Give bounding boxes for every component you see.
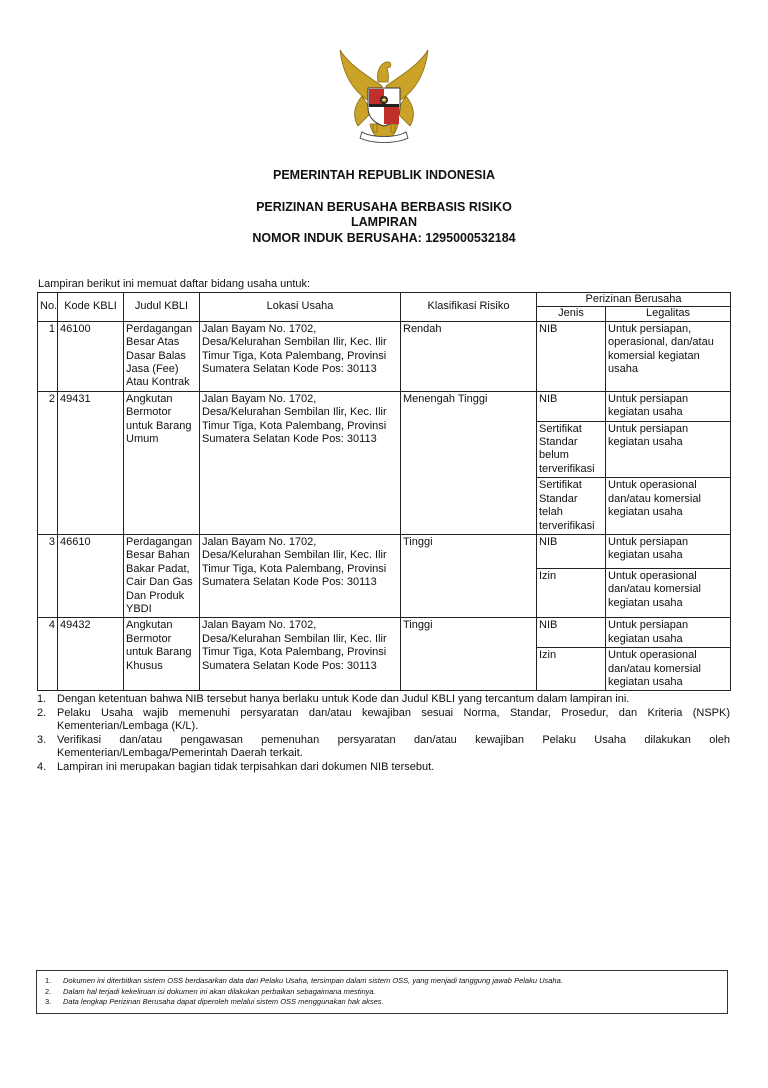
- row-judul: Angkutan Bermotor untuk Barang Khusus: [124, 618, 200, 691]
- note-number: 2.: [37, 706, 47, 719]
- government-title: PEMERINTAH REPUBLIK INDONESIA: [272, 168, 495, 182]
- row-jenis: NIB: [537, 321, 606, 391]
- row-jenis: Izin: [537, 648, 606, 691]
- header-judul: Judul KBLI: [124, 293, 200, 322]
- note-item: [37, 707, 730, 734]
- header-perizinan: Perizinan Berusaha: [537, 293, 731, 307]
- row-jenis: NIB: [537, 618, 606, 648]
- table-row: [38, 534, 731, 568]
- row-klasifikasi: Rendah: [401, 321, 537, 391]
- header-legalitas: Legalitas: [606, 307, 731, 321]
- business-fields-table: [37, 292, 731, 691]
- document-title: PERIZINAN BERUSAHA BERBASIS RISIKO: [256, 200, 512, 214]
- note-item: [37, 734, 730, 761]
- table-row: [38, 391, 731, 421]
- header-klasifikasi: Klasifikasi Risiko: [401, 293, 537, 322]
- row-lokasi: Jalan Bayam No. 1702, Desa/Kelurahan Sembilan Ilir, Kec. Ilir Timur Tiga, Kota Palembang, Provinsi Sumatera Selatan Kode Pos: 30113: [200, 534, 401, 617]
- row-jenis: NIB: [537, 391, 606, 421]
- row-klasifikasi: Tinggi: [401, 534, 537, 617]
- footer-disclaimer: [36, 970, 728, 1014]
- footer-text: Dalam hal terjadi kekeliruan isi dokumen ini akan dilakukan perbaikan sebagaimana mestinya.: [63, 986, 376, 996]
- row-kbli: 46100: [58, 321, 124, 391]
- footer-number: 3.: [45, 997, 52, 1006]
- row-klasifikasi: Tinggi: [401, 618, 537, 691]
- row-legalitas: Untuk operasional dan/atau komersial kegiatan usaha: [606, 648, 731, 691]
- row-kbli: 49432: [58, 618, 124, 691]
- garuda-emblem-icon: [332, 46, 436, 150]
- note-text: Verifikasi dan/atau pengawasan pemenuhan persyaratan dan/atau kewajiban Pelaku Usaha dilakukan oleh Kementerian/Lembaga/Pemerintah Daerah terkait.: [57, 733, 730, 760]
- row-jenis: NIB: [537, 534, 606, 568]
- intro-text: Lampiran berikut ini memuat daftar bidang usaha untuk:: [38, 278, 311, 290]
- row-jenis: Sertifikat Standar belum terverifikasi: [537, 421, 606, 478]
- footer-item: [45, 976, 719, 987]
- row-judul: Angkutan Bermotor untuk Barang Umum: [124, 391, 200, 534]
- header-no: No.: [38, 293, 58, 322]
- note-text: Dengan ketentuan bahwa NIB tersebut hanya berlaku untuk Kode dan Judul KBLI yang tercantum dalam lampiran ini.: [57, 693, 630, 705]
- row-no: 4: [38, 618, 58, 691]
- notes-list: [37, 693, 730, 775]
- footer-text: Dokumen ini diterbitkan sistem OSS berdasarkan data dari Pelaku Usaha, tersimpan dalam sistem OSS, yang menjadi tanggung jawab Pelaku Usaha.: [63, 976, 563, 985]
- row-kbli: 46610: [58, 534, 124, 617]
- row-no: 1: [38, 321, 58, 391]
- footer-item: [45, 997, 719, 1008]
- note-number: 1.: [37, 693, 47, 705]
- footer-number: 2.: [45, 986, 52, 996]
- note-number: 4.: [37, 760, 47, 773]
- header-lokasi: Lokasi Usaha: [200, 293, 401, 322]
- row-no: 2: [38, 391, 58, 534]
- table-row: [38, 321, 731, 391]
- row-jenis: Sertifikat Standar telah terverifikasi: [537, 478, 606, 535]
- header-kbli: Kode KBLI: [58, 293, 124, 322]
- footer-item: [45, 987, 719, 998]
- row-no: 3: [38, 534, 58, 617]
- row-legalitas: Untuk persiapan kegiatan usaha: [606, 534, 731, 568]
- row-lokasi: Jalan Bayam No. 1702, Desa/Kelurahan Sembilan Ilir, Kec. Ilir Timur Tiga, Kota Palembang, Provinsi Sumatera Selatan Kode Pos: 30113: [200, 321, 401, 391]
- footer-text: Data lengkap Perizinan Berusaha dapat diperoleh melalui sistem OSS menggunakan hak akses.: [63, 997, 384, 1006]
- row-lokasi: Jalan Bayam No. 1702, Desa/Kelurahan Sembilan Ilir, Kec. Ilir Timur Tiga, Kota Palembang, Provinsi Sumatera Selatan Kode Pos: 30113: [200, 618, 401, 691]
- row-judul: Perdagangan Besar Bahan Bakar Padat, Cair Dan Gas Dan Produk YBDI: [124, 534, 200, 617]
- table-row: [38, 618, 731, 648]
- header-jenis: Jenis: [537, 307, 606, 321]
- nib-number: NOMOR INDUK BERUSAHA: 1295000532184: [252, 231, 516, 245]
- row-legalitas: Untuk operasional dan/atau komersial kegiatan usaha: [606, 478, 731, 535]
- note-item: [37, 761, 730, 775]
- row-legalitas: Untuk operasional dan/atau komersial kegiatan usaha: [606, 568, 731, 617]
- row-judul: Perdagangan Besar Atas Dasar Balas Jasa (Fee) Atau Kontrak: [124, 321, 200, 391]
- row-legalitas: Untuk persiapan kegiatan usaha: [606, 618, 731, 648]
- note-text: Pelaku Usaha wajib memenuhi persyaratan dan/atau kewajiban sesuai Norma, Standar, Prosedur, dan Kriteria (NSPK) Kementerian/Lembaga (K/L).: [57, 706, 730, 733]
- row-klasifikasi: Menengah Tinggi: [401, 391, 537, 534]
- note-number: 3.: [37, 733, 47, 746]
- row-lokasi: Jalan Bayam No. 1702, Desa/Kelurahan Sembilan Ilir, Kec. Ilir Timur Tiga, Kota Palembang, Provinsi Sumatera Selatan Kode Pos: 30113: [200, 391, 401, 534]
- row-kbli: 49431: [58, 391, 124, 534]
- note-text: Lampiran ini merupakan bagian tidak terpisahkan dari dokumen NIB tersebut.: [57, 760, 435, 773]
- note-item: [37, 693, 730, 707]
- row-legalitas: Untuk persiapan kegiatan usaha: [606, 421, 731, 478]
- appendix-title: LAMPIRAN: [351, 215, 417, 229]
- row-legalitas: Untuk persiapan kegiatan usaha: [606, 391, 731, 421]
- row-jenis: Izin: [537, 568, 606, 617]
- footer-number: 1.: [45, 976, 52, 985]
- row-legalitas: Untuk persiapan, operasional, dan/atau komersial kegiatan usaha: [606, 321, 731, 391]
